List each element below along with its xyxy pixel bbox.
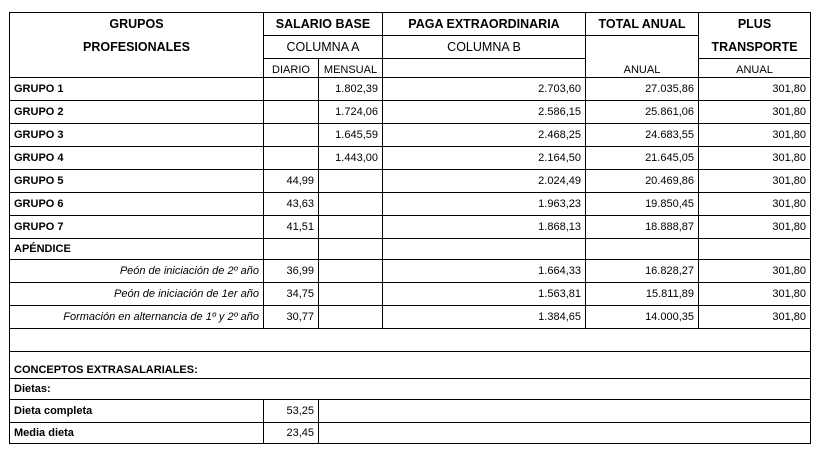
cell-total: 18.888,87: [586, 216, 699, 239]
cell-paga: 1.664,33: [383, 260, 586, 283]
cell-plus: 301,80: [699, 260, 811, 283]
header-columna-b: COLUMNA B: [383, 36, 586, 59]
empty-cell: [319, 400, 811, 423]
empty-cell: [383, 239, 586, 260]
header-grupos: GRUPOS: [10, 13, 264, 36]
cell-diario: [264, 147, 319, 170]
apendice-name: Peón de iniciación de 1er año: [10, 283, 264, 306]
dieta-completa-label: Dieta completa: [10, 400, 264, 423]
cell-mensual: [319, 283, 383, 306]
cell-mensual: [319, 260, 383, 283]
empty-cell: [319, 423, 811, 444]
header-row-3: [10, 59, 811, 78]
header-blank: [10, 59, 264, 78]
table-row: [10, 283, 811, 306]
extras-title: CONCEPTOS EXTRASALARIALES:: [10, 352, 811, 379]
table-row: [10, 147, 811, 170]
cell-paga: 2.164,50: [383, 147, 586, 170]
cell-mensual: [319, 193, 383, 216]
table-row: [10, 101, 811, 124]
cell-paga: 1.384,65: [383, 306, 586, 329]
cell-total: 15.811,89: [586, 283, 699, 306]
cell-paga: 1.963,23: [383, 193, 586, 216]
group-name: GRUPO 5: [10, 170, 264, 193]
header-columna-a: COLUMNA A: [264, 36, 383, 59]
cell-mensual: 1.802,39: [319, 78, 383, 101]
cell-mensual: 1.443,00: [319, 147, 383, 170]
cell-paga: 1.563,81: [383, 283, 586, 306]
header-anual-total: ANUAL: [586, 59, 699, 78]
empty-cell: [586, 239, 699, 260]
cell-diario: 41,51: [264, 216, 319, 239]
header-row-2: [10, 36, 811, 59]
cell-mensual: 1.724,06: [319, 101, 383, 124]
header-anual-plus: ANUAL: [699, 59, 811, 78]
media-dieta-value: 23,45: [264, 423, 319, 444]
empty-cell: [264, 239, 319, 260]
header-total-anual: TOTAL ANUAL: [586, 13, 699, 36]
salary-table: [9, 12, 811, 444]
cell-mensual: 1.645,59: [319, 124, 383, 147]
header-paga-blank: [383, 59, 586, 78]
cell-total: 21.645,05: [586, 147, 699, 170]
cell-plus: 301,80: [699, 306, 811, 329]
spacer-row: [10, 329, 811, 352]
table-row: [10, 124, 811, 147]
cell-paga: 2.703,60: [383, 78, 586, 101]
apendice-title: APÉNDICE: [10, 239, 264, 260]
header-diario: DIARIO: [264, 59, 319, 78]
table-row: [10, 170, 811, 193]
cell-plus: 301,80: [699, 193, 811, 216]
cell-paga: 2.024,49: [383, 170, 586, 193]
cell-diario: [264, 101, 319, 124]
cell-diario: [264, 124, 319, 147]
group-name: GRUPO 6: [10, 193, 264, 216]
apendice-header-row: [10, 239, 811, 260]
dieta-completa-row: [10, 400, 811, 423]
cell-diario: 44,99: [264, 170, 319, 193]
cell-diario: [264, 78, 319, 101]
table-row: [10, 306, 811, 329]
cell-diario: 36,99: [264, 260, 319, 283]
header-total-blank: [586, 36, 699, 59]
header-salario-base: SALARIO BASE: [264, 13, 383, 36]
cell-total: 19.850,45: [586, 193, 699, 216]
cell-total: 20.469,86: [586, 170, 699, 193]
cell-plus: 301,80: [699, 124, 811, 147]
cell-mensual: [319, 306, 383, 329]
table-row: [10, 216, 811, 239]
extras-title-row: [10, 352, 811, 379]
header-profesionales: PROFESIONALES: [10, 36, 264, 59]
table-row: [10, 78, 811, 101]
cell-paga: 2.468,25: [383, 124, 586, 147]
cell-diario: 30,77: [264, 306, 319, 329]
apendice-name: Peón de iniciación de 2º año: [10, 260, 264, 283]
empty-cell: [699, 239, 811, 260]
header-mensual: MENSUAL: [319, 59, 383, 78]
cell-total: 24.683,55: [586, 124, 699, 147]
cell-plus: 301,80: [699, 78, 811, 101]
spacer-cell: [10, 329, 811, 352]
group-name: GRUPO 1: [10, 78, 264, 101]
header-row-1: [10, 13, 811, 36]
cell-plus: 301,80: [699, 283, 811, 306]
cell-paga: 2.586,15: [383, 101, 586, 124]
cell-total: 27.035,86: [586, 78, 699, 101]
dieta-completa-value: 53,25: [264, 400, 319, 423]
cell-diario: 43,63: [264, 193, 319, 216]
header-plus: PLUS: [699, 13, 811, 36]
group-name: GRUPO 4: [10, 147, 264, 170]
header-transporte: TRANSPORTE: [699, 36, 811, 59]
table-row: [10, 193, 811, 216]
cell-plus: 301,80: [699, 101, 811, 124]
cell-plus: 301,80: [699, 170, 811, 193]
table-row: [10, 260, 811, 283]
cell-diario: 34,75: [264, 283, 319, 306]
cell-total: 16.828,27: [586, 260, 699, 283]
apendice-name: Formación en alternancia de 1º y 2º año: [10, 306, 264, 329]
cell-total: 25.861,06: [586, 101, 699, 124]
cell-paga: 1.868,13: [383, 216, 586, 239]
group-name: GRUPO 2: [10, 101, 264, 124]
cell-plus: 301,80: [699, 147, 811, 170]
group-name: GRUPO 3: [10, 124, 264, 147]
empty-cell: [319, 239, 383, 260]
dietas-label: Dietas:: [10, 379, 811, 400]
group-name: GRUPO 7: [10, 216, 264, 239]
media-dieta-label: Media dieta: [10, 423, 264, 444]
cell-plus: 301,80: [699, 216, 811, 239]
header-paga-extra: PAGA EXTRAORDINARIA: [383, 13, 586, 36]
cell-total: 14.000,35: [586, 306, 699, 329]
dietas-row: [10, 379, 811, 400]
cell-mensual: [319, 216, 383, 239]
media-dieta-row: [10, 423, 811, 444]
cell-mensual: [319, 170, 383, 193]
